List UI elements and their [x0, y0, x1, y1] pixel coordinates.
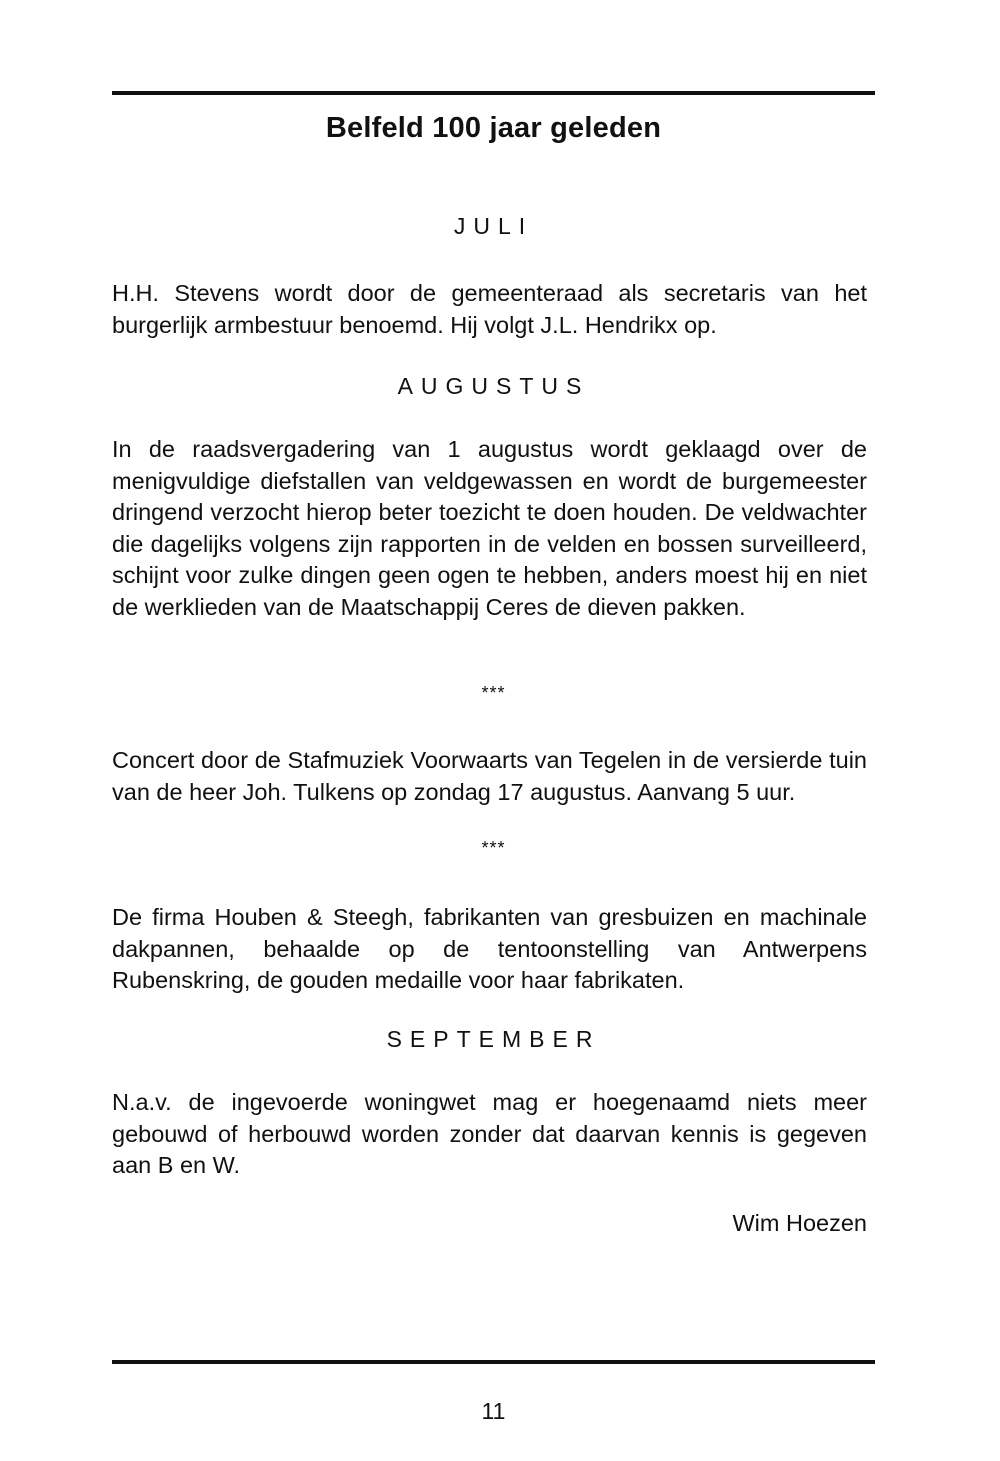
paragraph-september-1: N.a.v. de ingevoerde woningwet mag er hoegenaamd niets meer gebouwd of herbouwd worden zonder dat daarvan kennis is gegeven aan B en W.	[112, 1089, 867, 1178]
author-signature: Wim Hoezen	[732, 1210, 867, 1236]
paragraph-juli-1: H.H. Stevens wordt door de gemeenteraad als secretaris van het burgerlijk armbestuur benoemd. Hij volgt J.L. Hendrikx op.	[112, 280, 867, 338]
bottom-rule	[112, 1360, 875, 1364]
page-title: Belfeld 100 jaar geleden	[325, 112, 662, 144]
month-heading-juli: JULI	[453, 213, 534, 239]
paragraph-augustus-1: In de raadsvergadering van 1 augustus wordt geklaagd over de menigvuldige diefstallen van veldgewassen en wordt de burgemeester dringend verzocht hierop beter toezicht te doen houden. De veldwachter die dagelijks volgens zijn rapporten in de velden en bossen surveilleerd, schijnt voor zulke dingen geen ogen te hebben, anders moest hij en niet de werklieden van de Maatschappij Ceres de dieven pakken.	[112, 436, 867, 620]
paragraph-augustus-3: De firma Houben & Steegh, fabrikanten van gresbuizen en machinale dakpannen, behaalde op de tentoonstelling van Antwerpens Rubenskring, de gouden medaille voor haar fabrikaten.	[112, 904, 867, 993]
section-separator: ***	[481, 838, 506, 858]
paragraph-augustus-2: Concert door de Stafmuziek Voorwaarts van Tegelen in de versierde tuin van de heer Joh. Tulkens op zondag 17 augustus. Aanvang 5 uur.	[112, 747, 867, 805]
month-heading-september: SEPTEMBER	[386, 1026, 601, 1052]
top-rule	[112, 91, 875, 95]
page-number: 11	[481, 1398, 506, 1424]
month-heading-augustus: AUGUSTUS	[397, 373, 590, 399]
section-separator: ***	[481, 683, 506, 703]
